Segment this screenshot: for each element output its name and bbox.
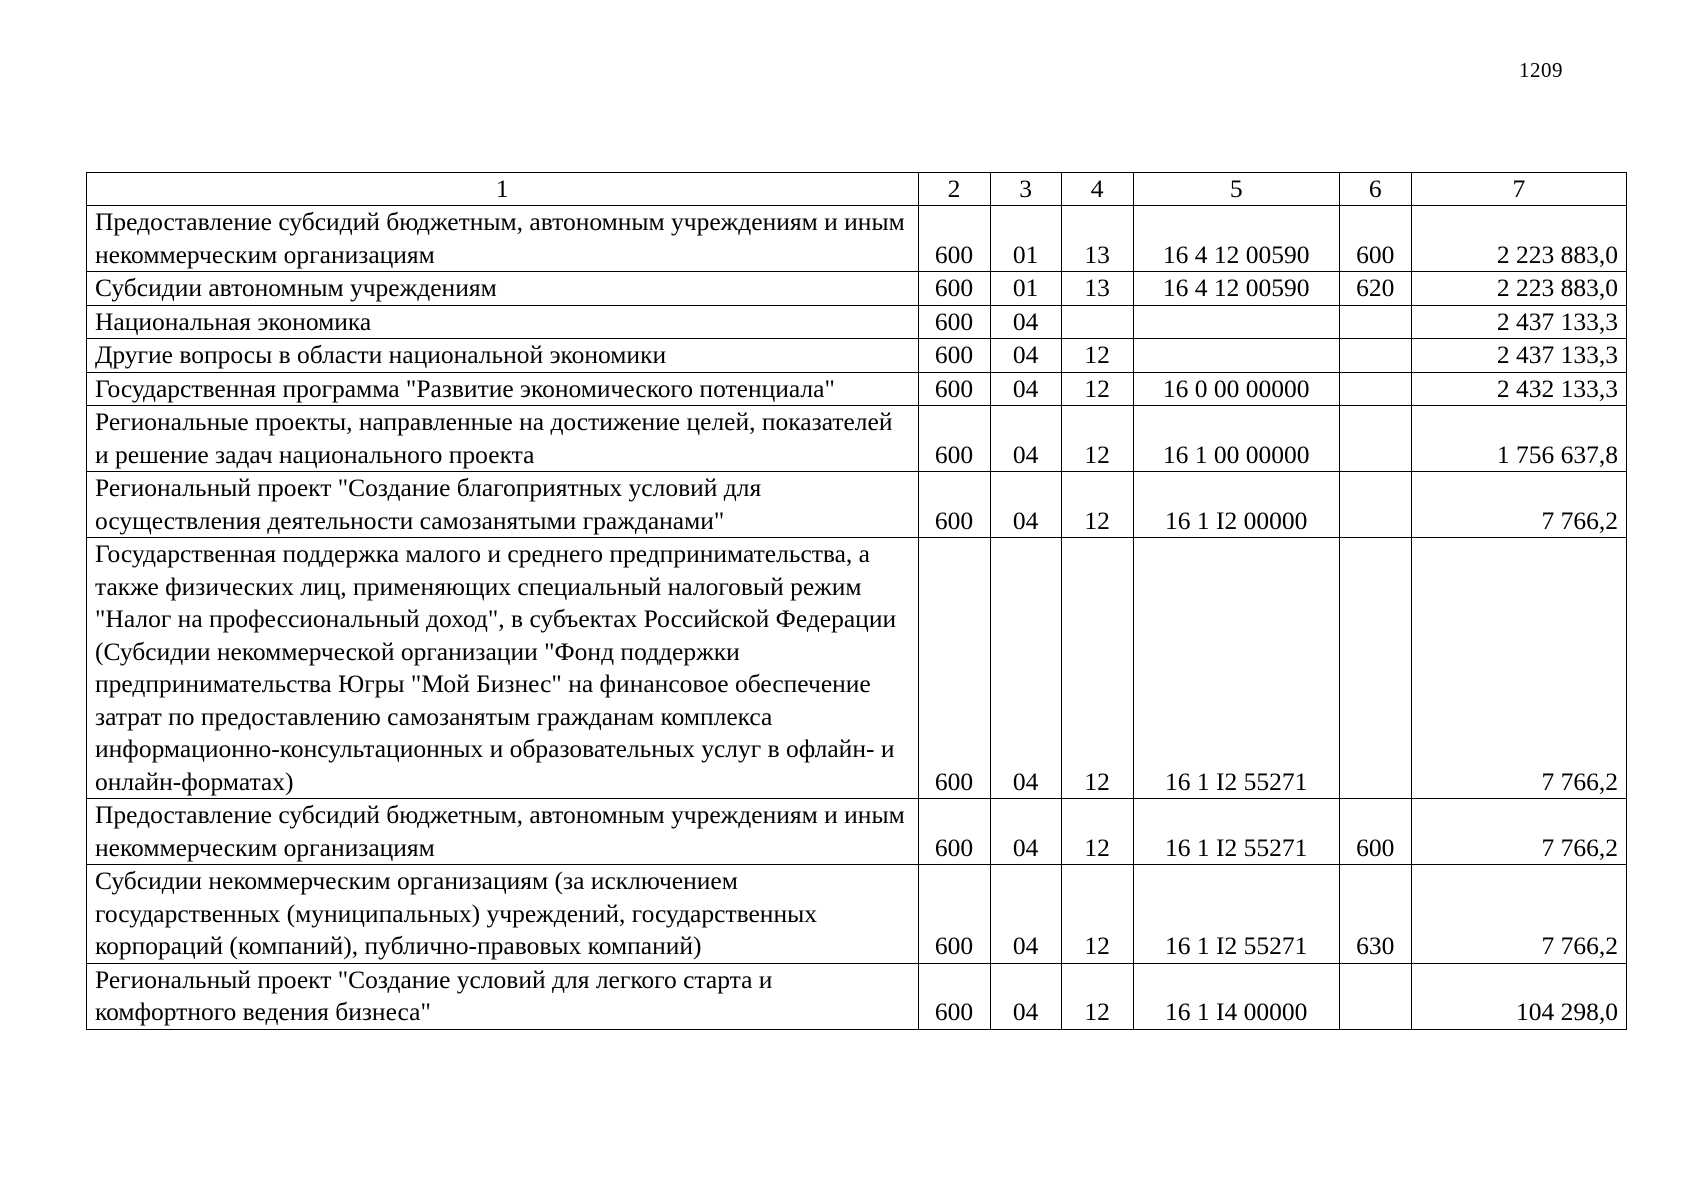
column-header: 7 (1411, 173, 1626, 206)
table-body (87, 206, 1627, 1030)
target-code: 16 4 12 00590 (1133, 206, 1339, 272)
column-header: 3 (990, 173, 1061, 206)
subsection-code: 12 (1061, 538, 1133, 799)
table-row (87, 538, 1627, 799)
amount: 7 766,2 (1411, 865, 1626, 964)
item-name: Другие вопросы в области национальной экономики (87, 339, 919, 373)
ministry-code: 600 (918, 963, 990, 1029)
item-name: Субсидии некоммерческим организациям (за исключением государственных (муниципальных) учреждений, государственных корпораций (компаний), публично-правовых компаний) (87, 865, 919, 964)
amount: 7 766,2 (1411, 538, 1626, 799)
item-name: Национальная экономика (87, 305, 919, 339)
section-code: 04 (990, 538, 1061, 799)
table-row (87, 406, 1627, 472)
table-row (87, 372, 1627, 406)
target-code: 16 4 12 00590 (1133, 272, 1339, 306)
column-header: 1 (87, 173, 919, 206)
expense-type-code (1339, 305, 1411, 339)
table-row (87, 799, 1627, 865)
ministry-code: 600 (918, 472, 990, 538)
target-code (1133, 305, 1339, 339)
target-code: 16 1 I2 00000 (1133, 472, 1339, 538)
column-header: 5 (1133, 173, 1339, 206)
section-code: 04 (990, 963, 1061, 1029)
amount: 104 298,0 (1411, 963, 1626, 1029)
amount: 2 432 133,3 (1411, 372, 1626, 406)
ministry-code: 600 (918, 372, 990, 406)
subsection-code: 12 (1061, 372, 1133, 406)
expense-type-code (1339, 472, 1411, 538)
section-code: 01 (990, 272, 1061, 306)
amount: 7 766,2 (1411, 799, 1626, 865)
table-row (87, 963, 1627, 1029)
expense-type-code: 600 (1339, 206, 1411, 272)
page-number: 1209 (1519, 58, 1563, 82)
item-name: Региональный проект "Создание условий для легкого старта и комфортного ведения бизнеса" (87, 963, 919, 1029)
column-header: 4 (1061, 173, 1133, 206)
table-row (87, 339, 1627, 373)
ministry-code: 600 (918, 206, 990, 272)
amount: 2 223 883,0 (1411, 272, 1626, 306)
amount: 1 756 637,8 (1411, 406, 1626, 472)
item-name: Региональные проекты, направленные на достижение целей, показателей и решение задач национального проекта (87, 406, 919, 472)
target-code: 16 1 00 00000 (1133, 406, 1339, 472)
item-name: Государственная программа "Развитие экономического потенциала" (87, 372, 919, 406)
expense-type-code (1339, 406, 1411, 472)
expense-type-code (1339, 339, 1411, 373)
ministry-code: 600 (918, 406, 990, 472)
item-name: Субсидии автономным учреждениям (87, 272, 919, 306)
item-name: Региональный проект "Создание благоприятных условий для осуществления деятельности самозанятыми гражданами" (87, 472, 919, 538)
section-code: 04 (990, 305, 1061, 339)
target-code: 16 0 00 00000 (1133, 372, 1339, 406)
subsection-code: 12 (1061, 963, 1133, 1029)
expense-type-code: 600 (1339, 799, 1411, 865)
ministry-code: 600 (918, 272, 990, 306)
subsection-code: 12 (1061, 472, 1133, 538)
item-name: Предоставление субсидий бюджетным, автономным учреждениям и иным некоммерческим организациям (87, 206, 919, 272)
expense-type-code: 620 (1339, 272, 1411, 306)
section-code: 04 (990, 339, 1061, 373)
section-code: 04 (990, 372, 1061, 406)
table-row (87, 206, 1627, 272)
subsection-code: 12 (1061, 799, 1133, 865)
ministry-code: 600 (918, 865, 990, 964)
section-code: 04 (990, 472, 1061, 538)
subsection-code: 12 (1061, 406, 1133, 472)
target-code: 16 1 I2 55271 (1133, 538, 1339, 799)
section-code: 04 (990, 865, 1061, 964)
section-code: 04 (990, 406, 1061, 472)
target-code (1133, 339, 1339, 373)
amount: 2 437 133,3 (1411, 339, 1626, 373)
target-code: 16 1 I2 55271 (1133, 865, 1339, 964)
ministry-code: 600 (918, 799, 990, 865)
ministry-code: 600 (918, 339, 990, 373)
header-row (87, 173, 1627, 206)
amount: 7 766,2 (1411, 472, 1626, 538)
subsection-code: 12 (1061, 339, 1133, 373)
table-row (87, 865, 1627, 964)
item-name: Государственная поддержка малого и среднего предпринимательства, а также физических лиц, применяющих специальный налоговый режим "Налог на профессиональный доход", в субъектах Российской Федерации (Субсидии некоммерческой организации "Фонд поддержки предпринимательства Югры "Мой Бизнес" на финансовое обеспечение затрат по предоставлению самозанятым гражданам комплекса информационно-консультационных и образовательных услуг в офлайн- и онлайн-форматах) (87, 538, 919, 799)
ministry-code: 600 (918, 538, 990, 799)
ministry-code: 600 (918, 305, 990, 339)
subsection-code: 13 (1061, 272, 1133, 306)
expense-type-code (1339, 372, 1411, 406)
table-row (87, 305, 1627, 339)
table-row (87, 472, 1627, 538)
expense-type-code (1339, 963, 1411, 1029)
expense-type-code (1339, 538, 1411, 799)
item-name: Предоставление субсидий бюджетным, автономным учреждениям и иным некоммерческим организациям (87, 799, 919, 865)
subsection-code: 13 (1061, 206, 1133, 272)
section-code: 04 (990, 799, 1061, 865)
expense-type-code: 630 (1339, 865, 1411, 964)
section-code: 01 (990, 206, 1061, 272)
subsection-code: 12 (1061, 865, 1133, 964)
subsection-code (1061, 305, 1133, 339)
column-header: 2 (918, 173, 990, 206)
target-code: 16 1 I4 00000 (1133, 963, 1339, 1029)
table-row (87, 272, 1627, 306)
budget-table (86, 172, 1627, 1030)
target-code: 16 1 I2 55271 (1133, 799, 1339, 865)
amount: 2 223 883,0 (1411, 206, 1626, 272)
column-header: 6 (1339, 173, 1411, 206)
amount: 2 437 133,3 (1411, 305, 1626, 339)
